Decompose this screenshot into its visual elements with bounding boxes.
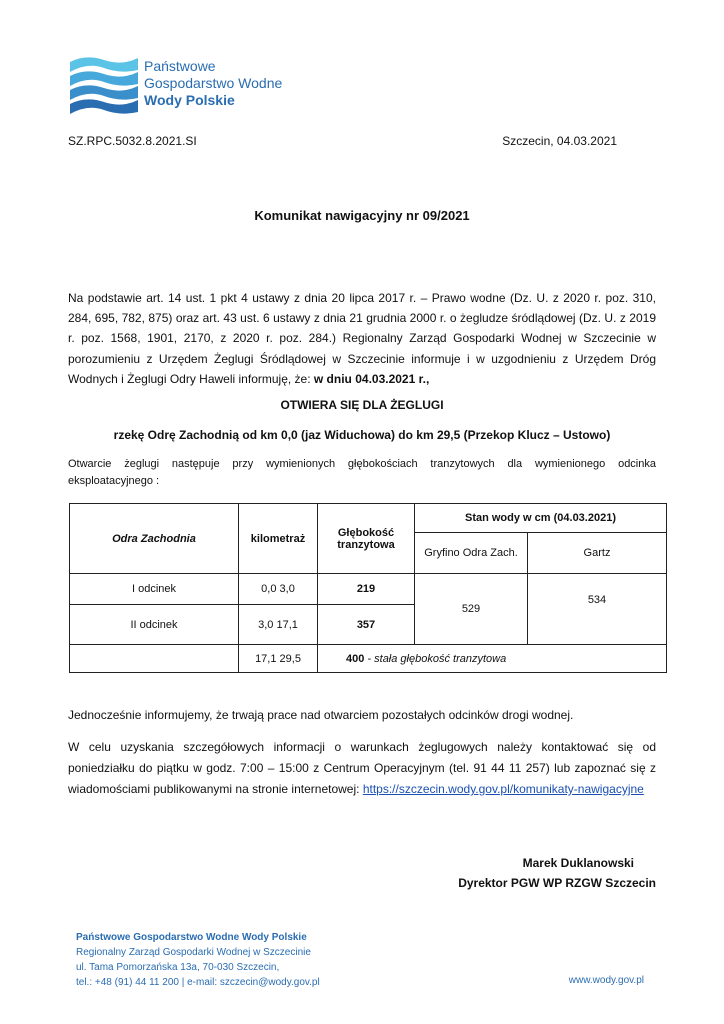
signatory-name: Marek Duklanowski bbox=[522, 856, 634, 870]
river-section-heading: rzekę Odrę Zachodnią od km 0,0 (jaz Widuchowa) do km 29,5 (Przekop Klucz – Ustowo) bbox=[113, 428, 611, 442]
row3-depth bbox=[318, 645, 667, 673]
row1-km: 0,0 3,0 bbox=[239, 574, 318, 605]
row3-name bbox=[70, 645, 239, 673]
row3-depth-value: 400 bbox=[346, 652, 365, 665]
header-glebokosc bbox=[318, 504, 415, 574]
legal-basis-text: Na podstawie art. 14 ust. 1 pkt 4 ustawy z dnia 20 lipca 2017 r. – Prawo wodne (Dz. U. z 2020 r. poz. 310, 284, 695, 782, 875) oraz art. 43 ust. 6 ustawy z dnia 21 grudnia 2000 r. o żegludze śródlądowej (Dz. U. z 2019 r. poz. 1568, 1901, 2170, z 2020 r. poz. 284.) Regionalny Zarząd Gospodarki Wodnej w Szczecinie w porozumieniu z Urzędem Żeglugi Śródlądowej w Szczecinie informuje i w uzgodnieniu z Urzędem Dróg Wodnych i Żeglugi Odry Haweli informuję, że: bbox=[68, 291, 656, 386]
row2-name: II odcinek bbox=[70, 605, 239, 645]
header-glebokosc-text: Głębokość tranzytowa bbox=[337, 526, 395, 551]
wody-polskie-logo-icon bbox=[68, 54, 140, 118]
works-info-paragraph: Jednocześnie informujemy, że trwają prace nad otwarciem pozostałych odcinków drogi wodnej. bbox=[68, 708, 574, 722]
table-row bbox=[70, 645, 667, 673]
legal-basis-paragraph bbox=[68, 288, 656, 389]
signature-block bbox=[380, 853, 660, 893]
footer-org: Państwowe Gospodarstwo Wodne Wody Polskie bbox=[76, 932, 307, 943]
contact-paragraph bbox=[68, 737, 656, 800]
gartz-value: 534 bbox=[528, 574, 667, 645]
contact-text: W celu uzyskania szczegółowych informacji o warunkach żeglugowych należy kontaktować się od poniedziałku do piątku w godz. 7:00 – 15:00 z Centrum Operacyjnym (tel. 91 44 11 257) lub zapoznać się z wiadomościami publikowanymi na stronie internetowej: bbox=[68, 740, 656, 796]
komunikaty-link[interactable]: https://szczecin.wody.gov.pl/komunikaty-nawigacyjne bbox=[362, 782, 644, 796]
header-gartz: Gartz bbox=[528, 533, 667, 574]
footer-address bbox=[76, 930, 320, 990]
footer-line-3: ul. Tama Pomorzańska 13a, 70-030 Szczecin, bbox=[76, 962, 280, 973]
row3-km: 17,1 29,5 bbox=[239, 645, 318, 673]
header-stan-wody: Stan wody w cm (04.03.2021) bbox=[415, 504, 667, 533]
signatory-title: Dyrektor PGW WP RZGW Szczecin bbox=[458, 876, 656, 890]
table-header-row bbox=[70, 504, 667, 533]
footer-website[interactable]: www.wody.gov.pl bbox=[568, 975, 644, 986]
logo-line-1: Państwowe bbox=[144, 58, 216, 74]
intro-paragraph: Otwarcie żeglugi następuje przy wymienionych głębokościach tranzytowych dla wymienionego odcinka eksploatacyjnego : bbox=[68, 458, 656, 487]
logo-line-2: Gospodarstwo Wodne bbox=[144, 75, 283, 91]
footer-line-4: tel.: +48 (91) 44 11 200 | e-mail: szczecin@wody.gov.pl bbox=[76, 977, 320, 988]
row1-depth: 219 bbox=[318, 574, 415, 605]
place-date: Szczecin, 04.03.2021 bbox=[502, 134, 617, 148]
logo-line-3: Wody Polskie bbox=[144, 92, 235, 108]
document-reference: SZ.RPC.5032.8.2021.SI bbox=[68, 134, 197, 148]
header-odra-zachodnia: Odra Zachodnia bbox=[70, 504, 239, 574]
row2-depth: 357 bbox=[318, 605, 415, 645]
footer-line-2: Regionalny Zarząd Gospodarki Wodnej w Szczecinie bbox=[76, 947, 311, 958]
gryfino-value: 529 bbox=[415, 574, 528, 645]
row3-depth-note: - stała głębokość tranzytowa bbox=[364, 652, 507, 665]
depth-table bbox=[69, 503, 667, 673]
opening-heading: OTWIERA SIĘ DLA ŻEGLUGI bbox=[280, 398, 444, 412]
page-title: Komunikat nawigacyjny nr 09/2021 bbox=[254, 208, 470, 223]
row1-name: I odcinek bbox=[70, 574, 239, 605]
header-gryfino: Gryfino Odra Zach. bbox=[415, 533, 528, 574]
row2-km: 3,0 17,1 bbox=[239, 605, 318, 645]
logo-text bbox=[144, 58, 282, 109]
legal-basis-date: w dniu 04.03.2021 r., bbox=[313, 371, 430, 386]
table-row bbox=[70, 574, 667, 605]
header-kilometraz: kilometraż bbox=[239, 504, 318, 574]
